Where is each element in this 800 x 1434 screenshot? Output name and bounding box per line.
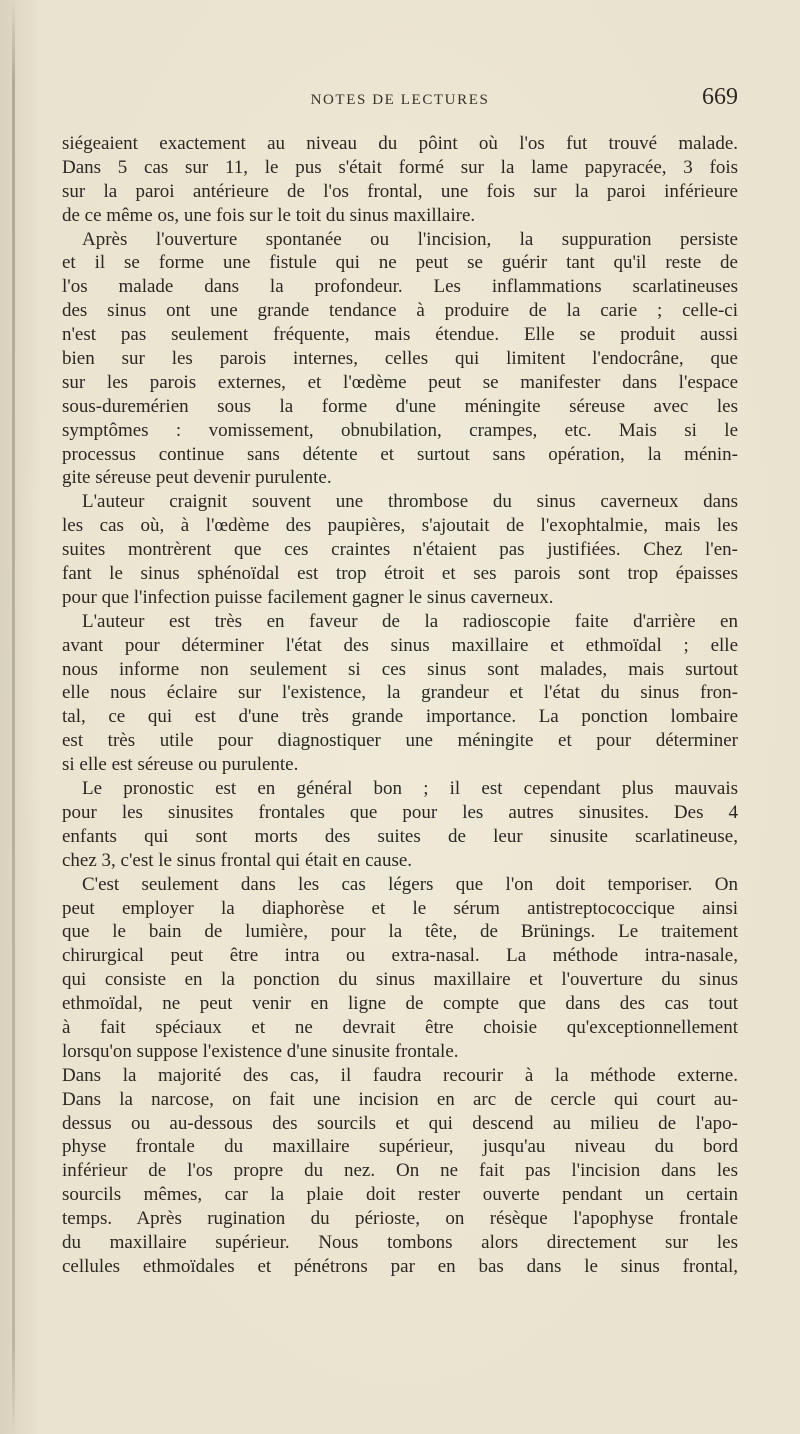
text-line: sourcils mêmes, car la plaie doit rester ouverte pendant un certain (62, 1184, 738, 1206)
text-line: enfants qui sont morts des suites de leur sinusite scarlatineuse, (62, 825, 738, 847)
text-line: Dans 5 cas sur 11, le pus s'était formé sur la lame papyracée, 3 fois (62, 156, 738, 178)
text-line: tal, ce qui est d'une très grande importance. La ponction lombaire (62, 706, 738, 728)
text-line: bien sur les parois internes, celles qui limitent l'endocrâne, que (62, 348, 738, 370)
text-line: ethmoïdal, ne peut venir en ligne de compte que dans des cas tout (62, 993, 738, 1015)
text-line: du maxillaire supérieur. Nous tombons alors directement sur les (62, 1231, 738, 1253)
text-line: L'auteur craignit souvent une thrombose du sinus caverneux dans (82, 491, 738, 513)
text-line: de ce même os, une fois sur le toit du sinus maxillaire. (62, 204, 476, 226)
text-line: suites montrèrent que ces craintes n'étaient pas justifiées. Chez l'en- (62, 539, 738, 561)
text-line: avant pour déterminer l'état des sinus maxillaire et ethmoïdal ; elle (62, 634, 738, 656)
text-line: cellules ethmoïdales et pénétrons par en bas dans le sinus frontal, (62, 1255, 738, 1277)
text-line: des sinus ont une grande tendance à produire de la carie ; celle-ci (62, 300, 738, 322)
text-line: C'est seulement dans les cas légers que l'on doit temporiser. On (82, 873, 738, 895)
text-line: chez 3, c'est le sinus frontal qui était en cause. (62, 849, 413, 871)
running-head: NOTES DE LECTURES (310, 92, 490, 108)
text-line: lorsqu'on suppose l'existence d'une sinusite frontale. (62, 1040, 459, 1062)
text-line: physe frontale du maxillaire supérieur, jusqu'au niveau du bord (62, 1136, 738, 1158)
text-line: si elle est séreuse ou purulente. (62, 754, 299, 776)
text-line: sous-duremérien sous la forme d'une méningite séreuse avec les (62, 395, 738, 417)
text-line: peut employer la diaphorèse et le sérum antistreptococcique ainsi (62, 897, 738, 919)
text-line: temps. Après rugination du périoste, on résèque l'apophyse frontale (62, 1208, 738, 1230)
text-line: à fait spéciaux et ne devrait être choisie qu'exceptionnellement (62, 1016, 738, 1038)
text-line: nous informe non seulement si ces sinus sont malades, mais surtout (62, 658, 738, 680)
text-line: que le bain de lumière, pour la tête, de Brünings. Le traitement (62, 921, 738, 943)
text-line: fant le sinus sphénoïdal est trop étroit et ses parois sont trop épaisses (62, 563, 738, 585)
text-line: pour les sinusites frontales que pour les autres sinusites. Des 4 (62, 801, 738, 823)
text-line: chirurgical peut être intra ou extra-nasal. La méthode intra-nasale, (62, 945, 738, 967)
text-line: sur les parois externes, et l'œdème peut se manifester dans l'espace (62, 371, 738, 393)
text-line: symptômes : vomissement, obnubilation, crampes, etc. Mais si le (62, 419, 738, 441)
page-number: 669 (702, 84, 738, 110)
text-line: Après l'ouverture spontanée ou l'incision, la suppuration persiste (82, 228, 738, 250)
text-line: Dans la narcose, on fait une incision en arc de cercle qui court au- (62, 1088, 738, 1110)
text-line: L'auteur est très en faveur de la radioscopie faite d'arrière en (82, 610, 738, 632)
text-line: et il se forme une fistule qui ne peut se guérir tant qu'il reste de (62, 252, 738, 274)
text-line: les cas où, à l'œdème des paupières, s'ajoutait de l'exophtalmie, mais les (62, 515, 738, 537)
text-line: siégeaient exactement au niveau du pôint où l'os fut trouvé malade. (62, 133, 738, 154)
text-line: processus continue sans détente et surtout sans opération, la ménin- (62, 443, 738, 465)
page-edge-shadow (12, 0, 15, 1434)
text-line: Le pronostic est en général bon ; il est cependant plus mauvais (82, 778, 738, 800)
page-header (62, 84, 738, 120)
text-line: inférieur de l'os propre du nez. On ne fait pas l'incision dans les (62, 1160, 738, 1182)
text-line: est très utile pour diagnostiquer une méningite et pour déterminer (62, 730, 738, 752)
text-line: Dans la majorité des cas, il faudra recourir à la méthode externe. (62, 1064, 738, 1086)
text-line: gite séreuse peut devenir purulente. (62, 467, 332, 489)
text-line: qui consiste en la ponction du sinus maxillaire et l'ouverture du sinus (62, 969, 738, 991)
text-line: dessus ou au-dessous des sourcils et qui descend au milieu de l'apo- (62, 1112, 738, 1134)
text-line: sur la paroi antérieure de l'os frontal, une fois sur la paroi inférieure (62, 180, 738, 202)
text-line: n'est pas seulement fréquente, mais étendue. Elle se produit aussi (62, 324, 738, 346)
body-text (62, 132, 738, 1279)
text-line: pour que l'infection puisse facilement gagner le sinus caverneux. (62, 586, 554, 608)
text-line: elle nous éclaire sur l'existence, la grandeur et l'état du sinus fron- (62, 682, 738, 704)
text-line: l'os malade dans la profondeur. Les inflammations scarlatineuses (62, 276, 738, 298)
